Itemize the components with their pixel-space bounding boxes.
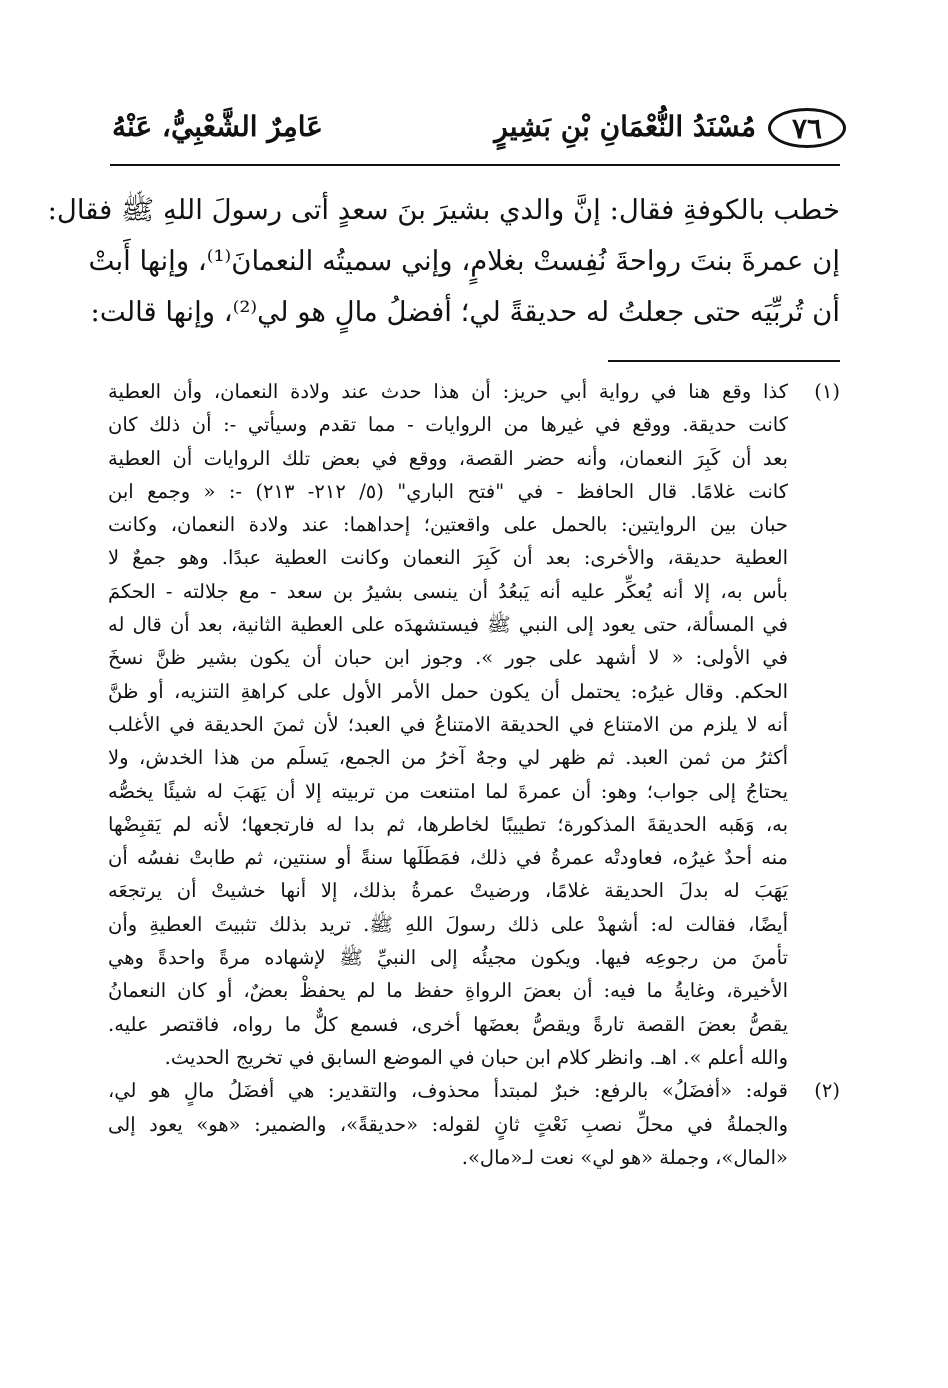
footnotes (108, 375, 840, 1174)
footnote-line: الحكم. وقال غيرُه: يحتمل أن يكون حمل الأمر الأول على كراهةِ التنزيه، أو ظنَّ (108, 679, 788, 703)
footnote-line: الأخيرة، وغايةُ ما فيه: أن بعضَ الرواةِ حفظ ما لم يحفظْ بعضٌ، أو كان النعمانُ (108, 979, 788, 1003)
footnote-line: «المال»، وجملة «هو لي» نعت لـ«مال». (461, 1145, 788, 1169)
footnote-separator (608, 360, 840, 362)
footnote-line: به، وَهَبه الحديقةَ المذكورة؛ تطييبًا لخاطرها، ثم بدا له فارتجعها؛ لأنه لم يَقبِضْها (108, 812, 788, 836)
footnote-line: يقصُّ بعضَ القصة تارةً ويقصُّ بعضَها أخرى، فسمع كلٌّ ما رواه، فاقتصر عليه. (108, 1012, 788, 1036)
main-text (47, 185, 840, 338)
footnote-line: والجملةُ في محلِّ نصبِ نَعْتٍ ثانٍ لقوله: «حديقةً»، والضمير: «هو» يعود إلى (108, 1112, 788, 1136)
footnote-line: كانت غلامًا. قال الحافظ - في "فتح الباري" (٥/ ٢١٢- ٢١٣) -: « وجمع ابن (108, 479, 788, 503)
footnote-1 (108, 375, 840, 1074)
footnote-line: كانت حديقة. ووقع في غيرها من الروايات - مما تقدم وسيأتي -: أن ذلك كان (108, 413, 788, 437)
footnote-line: يَهَبَ له بدلَ الحديقة غلامًا، ورضيتْ عمرةُ بذلك، إلا أنها خشيتْ أن يرتجعَه (108, 879, 788, 903)
page-number: ٧٦ (768, 108, 846, 148)
footnote-line: يحتاجُ إلى جواب؛ وهو: أن عمرةَ لما امتنعت من تربيته إلا أن يَهَبَ له شيئًا يخصُّه (108, 779, 788, 803)
footnote-line: كذا وقع هنا في رواية أبي حريز: أن هذا حدث عند ولادة النعمان، وأن العطية (108, 380, 788, 403)
footnote-line: في المسألة، حتى يعود إلى النبي ﷺ فيستشهدَه على العطية الثانية، بعد أن قال له (108, 613, 788, 637)
footnote-line: في الأولى: « لا أشهد على جور ». وجوز ابن حبان أن يكون بشير ظنَّ نسخَ (108, 646, 788, 670)
footnote-number: (٢) (814, 1079, 840, 1103)
footnote-line: بأس به، إلا أنه يُعكِّر عليه أنه يَبعُدُ أن ينسى بشيرُ بن سعد - مع جلالته - الحكمَ (108, 579, 788, 603)
main-text-line: أن تُربِّيَه حتى جعلتُ له حديقةً لي؛ أفضلُ مالٍ هو لي⁽²⁾، وإنها قالت: (90, 296, 840, 328)
footnote-line: أيضًا، فقالت له: أشهدْ على ذلك رسولَ اللهِ ﷺ. تريد بذلك تثبيتَ العطيةِ وأن (108, 912, 788, 936)
footnote-line: تأمنَ من رجوعِه فيها. ويكون مجيئُه إلى النبيِّ ﷺ لإشهاده مرةً واحدةً وهي (108, 946, 788, 970)
footnote-line: منه أحدٌ غيرُه، فعاودتْه عمرةُ في ذلك، فمَطَلَها سنةً أو سنتين، ثم طابتْ نفسُه أن (108, 846, 788, 870)
header-rule (110, 164, 840, 166)
main-text-line: خطب بالكوفةِ فقال: إنَّ والدي بشيرَ بنَ سعدٍ أتى رسولَ اللهِ ﷺ فقال: (47, 194, 840, 226)
running-head-section: عَامِرٌ الشَّعْبِيُّ، عَنْهُ (112, 110, 323, 143)
footnote-number: (١) (814, 380, 840, 403)
footnote-line: أنه لا يلزم من الامتناع في الحديقة الامتناعُ في العبد؛ لأن ثمنَ الحديقة في الأغلب (108, 712, 788, 736)
footnote-line: بعد أن كَبِرَ النعمان، وأنه حضر القصة، ووقع في بعض تلك الروايات أن العطية (108, 446, 788, 470)
footnote-line: حبان بين الروايتين: بالحمل على واقعتين؛ إحداهما: عند ولادة النعمان، وكانت (108, 513, 788, 537)
footnote-line: قوله: «أفضَلُ» بالرفع: خبرٌ لمبتدأ محذوف، والتقدير: هي أفضَلُ مالٍ هو لي، (108, 1079, 788, 1103)
footnote-line: أكثرُ من ثمن العبد. ثم ظهر لي وجهٌ آخرُ من الجمع، يَسلَم من هذا الخدش، ولا (108, 746, 788, 770)
running-head-title: مُسْنَدُ النُّعْمَانِ بْنِ بَشِيرٍ (494, 110, 756, 143)
footnote-line: والله أعلم ». اهـ. وانظر كلام ابن حبان في الموضع السابق في تخريج الحديث. (164, 1045, 788, 1069)
main-text-line: إن عمرةَ بنتَ رواحةَ نُفِستْ بغلامٍ، وإني سميتُه النعمانَ⁽¹⁾، وإنها أَبتْ (88, 245, 840, 277)
footnote-2 (108, 1074, 840, 1174)
footnote-line: العطية حديقة، والأخرى: بعد أن كَبِرَ النعمان وكانت العطية عبدًا. وهو جمعٌ لا (108, 546, 788, 570)
